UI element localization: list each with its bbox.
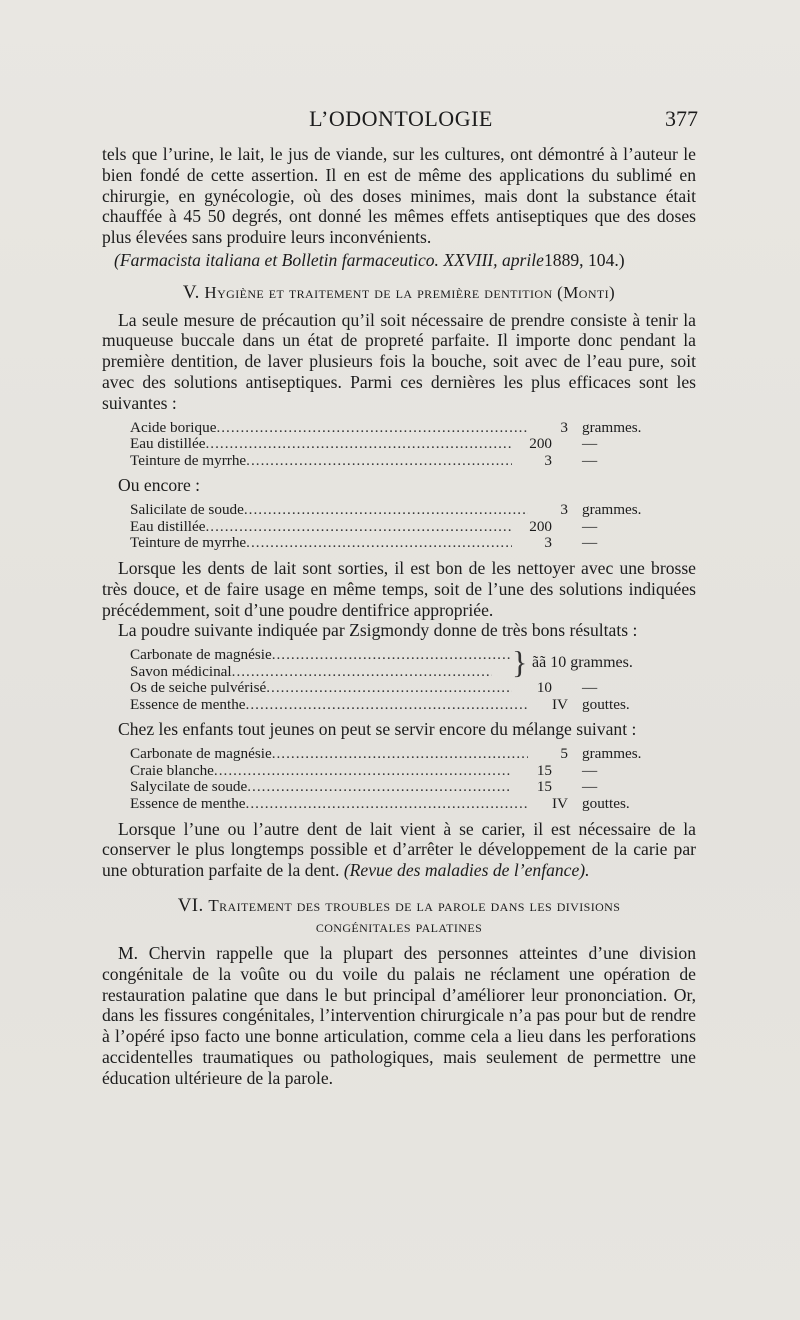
ingredient-unit: — [582, 517, 598, 535]
paragraph-5-reference: (Revue des maladies de l’enfance). [343, 860, 590, 881]
ingredient-unit: — [582, 451, 598, 469]
ingredient-qty: 15 [536, 761, 552, 779]
ingredient-qty: 10 [536, 679, 552, 697]
ingredient-name: Teinture de myrrhe [130, 451, 247, 469]
ingredient-unit: grammes. [582, 501, 642, 519]
ingredient-name: Eau distillée [130, 435, 206, 453]
section-6-heading [102, 895, 696, 937]
ingredient-name: Teinture de myrrhe [130, 534, 247, 552]
recipe-row [130, 779, 670, 796]
recipe-3 [130, 644, 670, 713]
section-5-paragraph-1: La seule mesure de précaution qu’il soit nécessaire de prendre consiste à tenir la muqueuse buccale dans un état de propreté parfaite. Il importe donc pendant la première dentition, de laver plusieurs fois la bouche, soit avec de l’eau pure, soit avec des solutions antiseptiques. Parmi ces dernières les plus efficaces sont les suivantes : [102, 309, 696, 413]
ingredient-unit: gouttes. [582, 695, 630, 713]
ingredient-qty: 3 [544, 451, 552, 469]
ingredient-qty: 3 [544, 534, 552, 552]
ingredient-unit: — [582, 761, 598, 779]
section-5-number: V. [182, 281, 200, 303]
section-6-paragraph-1: M. Chervin rappelle que la plupart des personnes atteintes d’une division congénitale de la voûte ou du voile du palais ne réclament une opération de restauration palatine que dans le but principal d’améliorer leur prononciation. Or, dans les fissures congénitales, l’intervention chirurgicale n’a pas pour but de rendre à l’opéré ipso facto une bonne articulation, comme cela a lieu dans les perforations accidentelles traumatiques ou pathologiques, mais seulement de permettre une éducation ultérieure de la parole. [102, 943, 696, 1088]
brace-symbol: } [512, 644, 528, 681]
section-6-title-line-2: congénitales palatines [315, 917, 483, 937]
ingredient-name: Eau distillée [130, 517, 206, 535]
page-number: 377 [665, 106, 698, 131]
section-5-paragraph-3: La poudre suivante indiquée par Zsigmondy donne de très bons résultats : [118, 620, 638, 641]
intro-paragraph: tels que l’urine, le lait, le jus de viande, sur les cultures, ont démontré à l’auteur le bien fondé de cette assertion. Il en est de même des applications du sublimé en chirurgie, en gynécologie, où des doses minimes, mais dont la substance était chauffée à 45 50 degrés, ont donné les mêmes effets antiseptiques que des doses plus élevées sans produire leurs inconvénients. [102, 144, 696, 248]
citation-source: (Farmacista italiana et Bolletin farmaceutico. XXVIII, aprile [114, 249, 544, 270]
recipe-row [130, 436, 670, 453]
ingredient-qty: 15 [536, 778, 552, 796]
recipe-row [130, 453, 670, 470]
recipe-1 [130, 420, 670, 470]
page-header [104, 106, 698, 136]
recipe-row [130, 746, 670, 763]
recipe-row [130, 697, 670, 714]
section-5-paragraph-2: Lorsque les dents de lait sont sorties, il est bon de les nettoyer avec une brosse très douce, et de faire usage en même temps, soit de l’une des solutions indiquées précédemment, soit d’une poudre dentifrice appropriée. [102, 557, 696, 620]
recipe-row [130, 502, 670, 519]
ingredient-unit: grammes. [582, 745, 642, 763]
section-5-paragraph-5 [102, 819, 696, 881]
ou-encore: Ou encore : [118, 475, 201, 496]
ingredient-name: Carbonate de magnésie [130, 745, 272, 763]
ingredient-unit: — [582, 679, 598, 697]
ingredient-qty: 3 [560, 501, 568, 519]
citation-year: 1889, 104.) [543, 249, 625, 270]
ingredient-qty: IV [551, 695, 568, 713]
ingredient-name: Acide borique [130, 418, 217, 436]
recipe-row [130, 680, 670, 697]
paragraph-5-text: Lorsque l’une ou l’autre dent de lait vient à se carier, il est nécessaire de la conserver le plus longtemps possible et d’arrêter le développement de la carie par une obturation parfaite de la dent. [102, 818, 696, 881]
ingredient-unit: — [582, 534, 598, 552]
ingredient-name: Craie blanche [130, 761, 214, 779]
page-body [102, 144, 696, 1089]
section-6-title-line-1: Traitement des troubles de la parole dans les divisions [208, 896, 621, 916]
ingredient-name: Essence de menthe [130, 695, 246, 713]
ingredient-qty: 200 [529, 435, 552, 453]
ingredient-unit: grammes. [582, 418, 642, 436]
ingredient-name: Os de seiche pulvérisé [130, 679, 267, 697]
recipe-row [130, 519, 670, 536]
recipe-row [130, 420, 670, 437]
ingredient-name: Essence de menthe [130, 795, 246, 813]
recipe-row [130, 763, 670, 780]
recipe-4 [130, 746, 670, 812]
section-5-title: Hygiène et traitement de la première dentition (Monti) [204, 282, 616, 302]
ingredient-name: Savon médicinal [130, 662, 232, 680]
section-6-number: VI. [177, 895, 204, 917]
ingredient-unit: — [582, 435, 598, 453]
section-5-heading [102, 283, 696, 304]
ingredient-qty: 200 [529, 517, 552, 535]
recipe-group [130, 644, 670, 681]
ingredient-unit: — [582, 778, 598, 796]
recipe-row [130, 796, 670, 813]
ingredient-name: Salicilate de soude [130, 501, 244, 519]
ingredient-name: Carbonate de magnésie [130, 646, 272, 664]
recipe-row [130, 535, 670, 552]
ingredient-unit: gouttes. [582, 795, 630, 813]
section-5-paragraph-4: Chez les enfants tout jeunes on peut se servir encore du mélange suivant : [118, 719, 637, 740]
ingredient-qty: 5 [560, 745, 568, 763]
ingredient-name: Salycilate de soude [130, 778, 248, 796]
ingredient-qty: IV [551, 795, 568, 813]
recipe-2 [130, 502, 670, 552]
shared-quantity: ãã 10 grammes. [532, 654, 633, 672]
running-title: L’ODONTOLOGIE [309, 106, 493, 131]
ingredient-qty: 3 [560, 418, 568, 436]
citation [102, 250, 696, 271]
